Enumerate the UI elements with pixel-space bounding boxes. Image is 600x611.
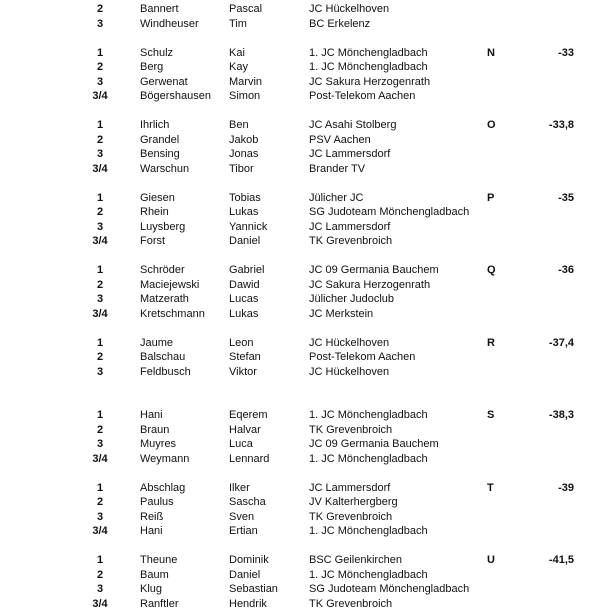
- first-name-cell: Kay: [229, 61, 248, 73]
- place-cell: 1: [96, 119, 104, 131]
- result-row: [0, 75, 600, 89]
- place-cell: 3/4: [92, 162, 108, 175]
- place-cell: 2: [96, 568, 104, 581]
- place-cell: 3: [96, 17, 104, 30]
- last-name-cell: Bensing: [140, 148, 180, 160]
- place-cell: 3/4: [92, 90, 108, 102]
- result-row: [0, 510, 600, 524]
- last-name-cell: Theune: [140, 554, 178, 566]
- weight-class: -33: [558, 46, 574, 59]
- last-name-cell: Schulz: [140, 46, 174, 59]
- last-name-cell: Berg: [140, 61, 164, 73]
- last-name-cell: Windheuser: [140, 17, 199, 30]
- place-cell: 1: [96, 409, 104, 421]
- last-name-cell: Klug: [140, 583, 163, 595]
- result-row: [0, 147, 600, 161]
- club-cell: Post-Telekom Aachen: [309, 90, 416, 102]
- last-name-cell: Hani: [140, 525, 163, 537]
- result-row: [0, 307, 600, 321]
- first-name-cell: Sebastian: [229, 583, 278, 595]
- weight-class: -36: [558, 264, 574, 276]
- club-cell: PSV Aachen: [309, 133, 371, 146]
- club-cell: SG Judoteam Mönchengladbach: [309, 583, 470, 595]
- result-row: [0, 481, 600, 495]
- result-row: [0, 524, 600, 538]
- place-cell: 1: [96, 191, 104, 204]
- club-cell: JC Hückelhoven: [309, 3, 390, 15]
- last-name-cell: Muyres: [140, 438, 177, 450]
- weight-class: -35: [558, 191, 574, 204]
- first-name-cell: Lukas: [229, 206, 259, 218]
- place-cell: 1: [96, 336, 104, 349]
- place-cell: 1: [96, 264, 104, 276]
- place-cell: 1: [96, 481, 104, 494]
- weight-class: -39: [558, 481, 574, 494]
- result-row: [0, 423, 600, 437]
- result-row: [0, 408, 600, 422]
- result-row: [0, 597, 600, 611]
- place-cell: 3: [96, 293, 104, 305]
- first-name-cell: Kai: [229, 46, 245, 59]
- last-name-cell: Grandel: [140, 133, 180, 146]
- club-cell: JC 09 Germania Bauchem: [309, 438, 439, 450]
- club-cell: JC Hückelhoven: [309, 336, 390, 349]
- result-row: [0, 278, 600, 292]
- last-name-cell: Kretschmann: [140, 307, 205, 320]
- last-name-cell: Feldbusch: [140, 365, 191, 378]
- club-cell: 1. JC Mönchengladbach: [309, 525, 428, 537]
- result-row: [0, 191, 600, 205]
- first-name-cell: Lennard: [229, 452, 270, 465]
- club-cell: JC Lammersdorf: [309, 148, 391, 160]
- last-name-cell: Bögershausen: [140, 90, 211, 102]
- first-name-cell: Sven: [229, 510, 255, 523]
- place-cell: 3/4: [92, 307, 108, 320]
- last-name-cell: Abschlag: [140, 481, 186, 494]
- first-name-cell: Yannick: [229, 220, 268, 233]
- club-cell: 1. JC Mönchengladbach: [309, 61, 428, 73]
- club-cell: JC Asahi Stolberg: [309, 119, 397, 131]
- result-row: [0, 292, 600, 306]
- result-row: [0, 263, 600, 277]
- club-cell: TK Grevenbroich: [309, 423, 393, 436]
- last-name-cell: Gerwenat: [140, 75, 188, 88]
- place-cell: 1: [96, 46, 104, 59]
- result-row: [0, 495, 600, 509]
- result-row: [0, 234, 600, 248]
- club-cell: JV Kalterhergberg: [309, 496, 398, 508]
- result-row: [0, 437, 600, 451]
- result-row: [0, 2, 600, 16]
- last-name-cell: Luysberg: [140, 220, 186, 233]
- club-cell: Jülicher JC: [309, 191, 364, 204]
- result-row: [0, 89, 600, 103]
- last-name-cell: Warschun: [140, 162, 190, 175]
- club-cell: JC Lammersdorf: [309, 481, 391, 494]
- place-cell: 3/4: [92, 597, 108, 610]
- club-cell: JC Merkstein: [309, 307, 374, 320]
- club-cell: 1. JC Mönchengladbach: [309, 409, 428, 421]
- last-name-cell: Maciejewski: [140, 278, 200, 291]
- result-row: [0, 220, 600, 234]
- first-name-cell: Ertian: [229, 525, 258, 537]
- place-cell: 3: [96, 75, 104, 88]
- result-row: [0, 205, 600, 219]
- last-name-cell: Ihrlich: [140, 119, 170, 131]
- place-cell: 3: [96, 365, 104, 378]
- group-letter: U: [487, 554, 495, 566]
- result-row: [0, 336, 600, 350]
- last-name-cell: Ranftler: [140, 597, 179, 610]
- first-name-cell: Pascal: [229, 3, 263, 15]
- result-row: [0, 568, 600, 582]
- result-row: [0, 162, 600, 176]
- first-name-cell: Lukas: [229, 307, 259, 320]
- club-cell: JC Hückelhoven: [309, 365, 390, 378]
- result-row: [0, 46, 600, 60]
- last-name-cell: Jaume: [140, 336, 174, 349]
- first-name-cell: Marvin: [229, 75, 263, 88]
- place-cell: 2: [96, 351, 104, 363]
- place-cell: 2: [96, 423, 104, 436]
- place-cell: 2: [96, 133, 104, 146]
- first-name-cell: Hendrik: [229, 597, 267, 610]
- club-cell: TK Grevenbroich: [309, 235, 393, 247]
- club-cell: 1. JC Mönchengladbach: [309, 452, 428, 465]
- result-row: [0, 582, 600, 596]
- club-cell: TK Grevenbroich: [309, 510, 393, 523]
- place-cell: 3/4: [92, 452, 108, 465]
- result-row: [0, 118, 600, 132]
- group-letter: S: [487, 409, 495, 421]
- last-name-cell: Rhein: [140, 206, 169, 218]
- group-letter: T: [487, 481, 494, 494]
- first-name-cell: Sascha: [229, 496, 266, 508]
- first-name-cell: Tibor: [229, 162, 254, 175]
- first-name-cell: Eqerem: [229, 409, 268, 421]
- club-cell: JC Sakura Herzogenrath: [309, 278, 431, 291]
- first-name-cell: Tim: [229, 17, 247, 30]
- club-cell: 1. JC Mönchengladbach: [309, 568, 428, 581]
- group-letter: R: [487, 336, 495, 349]
- first-name-cell: Ben: [229, 119, 249, 131]
- first-name-cell: Simon: [229, 90, 261, 102]
- group-letter: N: [487, 46, 495, 59]
- place-cell: 3/4: [92, 525, 108, 537]
- last-name-cell: Baum: [140, 568, 169, 581]
- last-name-cell: Hani: [140, 409, 163, 421]
- first-name-cell: Luca: [229, 438, 253, 450]
- club-cell: JC Lammersdorf: [309, 220, 391, 233]
- result-row: [0, 60, 600, 74]
- club-cell: BSC Geilenkirchen: [309, 554, 402, 566]
- group-letter: P: [487, 191, 495, 204]
- first-name-cell: Daniel: [229, 235, 261, 247]
- club-cell: Brander TV: [309, 162, 366, 175]
- weight-class: -33,8: [548, 119, 574, 131]
- last-name-cell: Bannert: [140, 3, 179, 15]
- first-name-cell: Ilker: [229, 481, 250, 494]
- place-cell: 2: [96, 496, 104, 508]
- last-name-cell: Weymann: [140, 452, 190, 465]
- place-cell: 2: [96, 3, 104, 15]
- place-cell: 3: [96, 220, 104, 233]
- last-name-cell: Forst: [140, 235, 166, 247]
- group-letter: O: [487, 119, 496, 131]
- first-name-cell: Leon: [229, 336, 254, 349]
- first-name-cell: Daniel: [229, 568, 261, 581]
- first-name-cell: Dominik: [229, 554, 269, 566]
- club-cell: BC Erkelenz: [309, 17, 371, 30]
- result-row: [0, 553, 600, 567]
- last-name-cell: Braun: [140, 423, 170, 436]
- place-cell: 3/4: [92, 235, 108, 247]
- club-cell: Jülicher Judoclub: [309, 293, 394, 305]
- first-name-cell: Stefan: [229, 351, 261, 363]
- place-cell: 2: [96, 61, 104, 73]
- result-row: [0, 17, 600, 31]
- place-cell: 2: [96, 278, 104, 291]
- result-row: [0, 133, 600, 147]
- weight-class: -41,5: [548, 554, 574, 566]
- first-name-cell: Tobias: [229, 191, 261, 204]
- result-row: [0, 365, 600, 379]
- place-cell: 3: [96, 148, 104, 160]
- place-cell: 3: [96, 438, 104, 450]
- result-row: [0, 452, 600, 466]
- last-name-cell: Matzerath: [140, 293, 189, 305]
- club-cell: 1. JC Mönchengladbach: [309, 46, 428, 59]
- place-cell: 1: [96, 554, 104, 566]
- place-cell: 3: [96, 583, 104, 595]
- club-cell: JC 09 Germania Bauchem: [309, 264, 439, 276]
- first-name-cell: Gabriel: [229, 264, 265, 276]
- place-cell: 2: [96, 206, 104, 218]
- first-name-cell: Viktor: [229, 365, 257, 378]
- last-name-cell: Reiß: [140, 510, 164, 523]
- club-cell: Post-Telekom Aachen: [309, 351, 416, 363]
- club-cell: JC Sakura Herzogenrath: [309, 75, 431, 88]
- first-name-cell: Halvar: [229, 423, 261, 436]
- first-name-cell: Lucas: [229, 293, 259, 305]
- result-row: [0, 350, 600, 364]
- club-cell: SG Judoteam Mönchengladbach: [309, 206, 470, 218]
- last-name-cell: Schröder: [140, 264, 185, 276]
- weight-class: -37,4: [548, 336, 574, 349]
- first-name-cell: Jakob: [229, 133, 259, 146]
- last-name-cell: Balschau: [140, 351, 186, 363]
- last-name-cell: Giesen: [140, 191, 175, 204]
- place-cell: 3: [96, 510, 104, 523]
- last-name-cell: Paulus: [140, 496, 174, 508]
- first-name-cell: Jonas: [229, 148, 259, 160]
- weight-class: -38,3: [548, 409, 574, 421]
- club-cell: TK Grevenbroich: [309, 597, 393, 610]
- first-name-cell: Dawid: [229, 278, 260, 291]
- group-letter: Q: [487, 264, 496, 276]
